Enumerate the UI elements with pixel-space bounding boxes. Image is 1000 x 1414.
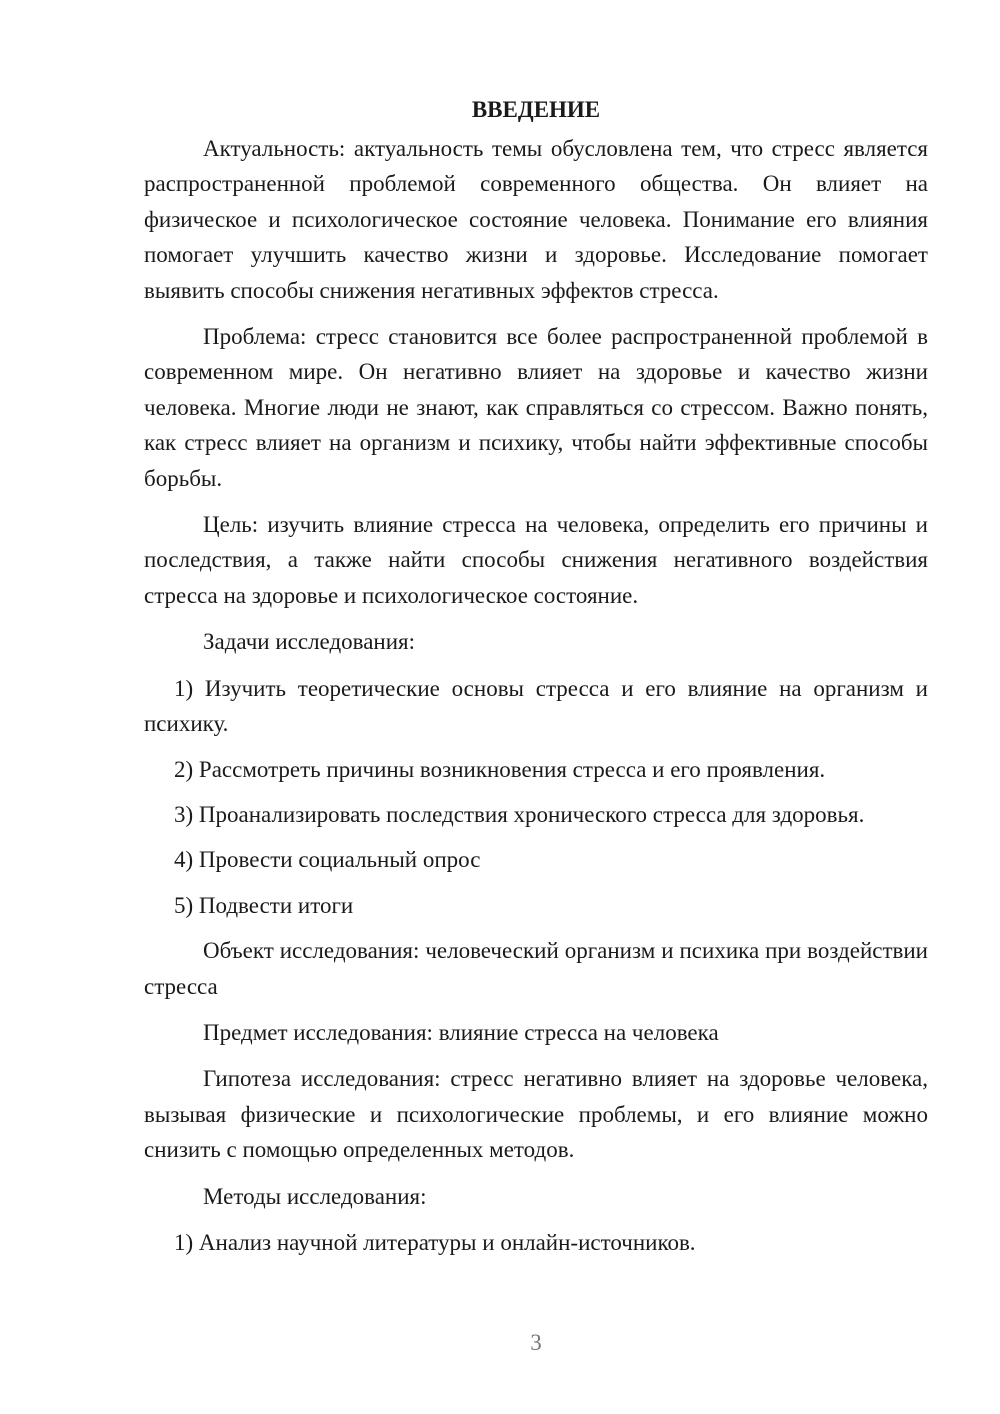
relevance-paragraph: Актуальность: актуальность темы обусловлена тем, что стресс является распространенной проблемой современного общества. Он влияет на физическое и психологическое состояние человека. Понимание его влияния помогает улучшить качество жизни и здоровье. Исследование помогает выявить способы снижения негативных эффектов стресса. — [144, 136, 928, 303]
subject-paragraph: Предмет исследования: влияние стресса на человека — [203, 1019, 719, 1045]
methods-title: Методы исследования: — [203, 1183, 427, 1209]
task-item-5: 5) Подвести итоги — [174, 892, 354, 918]
page-number: 3 — [530, 1330, 542, 1355]
task-item-4: 4) Провести социальный опрос — [174, 847, 481, 873]
hypothesis-paragraph: Гипотеза исследования: стресс негативно влияет на здоровье человека, вызывая физические и психологические проблемы, и его влияние можно снизить с помощью определенных методов. — [144, 1066, 928, 1163]
tasks-title: Задачи исследования: — [203, 629, 416, 655]
object-paragraph: Объект исследования: человеческий организм и психика при воздействии стресса — [144, 938, 928, 999]
document-page — [144, 92, 928, 1270]
task-item-3: 3) Проанализировать последствия хронического стресса для здоровья. — [174, 801, 865, 827]
problem-paragraph: Проблема: стресс становится все более распространенной проблемой в современном мире. Он негативно влияет на здоровье и качество жизни человека. Многие люди не знают, как справляться со стрессом. Важно понять, как стресс влияет на организм и психику, чтобы найти эффективные способы борьбы. — [144, 324, 928, 491]
goal-paragraph: Цель: изучить влияние стресса на человека, определить его причины и последствия, а также найти способы снижения негативного воздействия стресса на здоровье и психологическое состояние. — [144, 512, 928, 608]
task-item-1: 1) Изучить теоретические основы стресса и его влияние на организм и психику. — [144, 675, 928, 737]
page-heading: ВВЕДЕНИЕ — [471, 97, 601, 122]
method-item-1: 1) Анализ научной литературы и онлайн-источников. — [174, 1229, 696, 1255]
task-item-2: 2) Рассмотреть причины возникновения стресса и его проявления. — [174, 756, 826, 782]
